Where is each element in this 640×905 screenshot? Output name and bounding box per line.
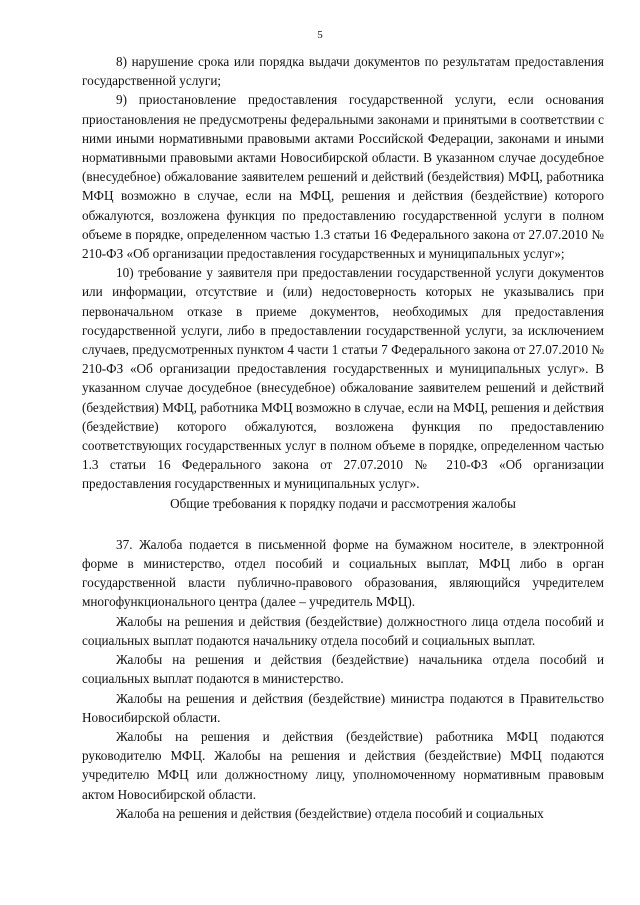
document-body <box>82 52 604 823</box>
paragraph-item-10: 10) требование у заявителя при предоставлении государственной услуги документов или информации, отсутствие и (или) недостоверность которых не указывались при первоначальном отказе в приеме документов, необходимых для предоставления государственной услуги, либо в предоставлении государственной услуги, за исключением случаев, предусмотренных пунктом 4 части 1 статьи 7 Федерального закона от 27.07.2010 № 210-ФЗ «Об организации предоставления государственных и муниципальных услуг». В указанном случае досудебное (внесудебное) обжалование заявителем решений и действий (бездействия) МФЦ, работника МФЦ возможно в случае, если на МФЦ, решения и действия (бездействие) которого обжалуются, возложена функция по предоставлению соответствующих государственных услуг в полном объеме в порядке, определенном частью 1.3 статьи 16 Федерального закона от 27.07.2010 № 210-ФЗ «Об организации предоставления государственных и муниципальных услуг». <box>82 265 604 492</box>
paragraph-complaint-official: Жалобы на решения и действия (бездействие) должностного лица отдела пособий и социальных выплат подаются начальнику отдела пособий и социальных выплат. <box>82 613 604 648</box>
paragraph-complaint-minister: Жалобы на решения и действия (бездействие) министра подаются в Правительство Новосибирской области. <box>82 690 604 725</box>
page-number: 5 <box>317 29 323 41</box>
paragraph-item-9: 9) приостановление предоставления государственной услуги, если основания приостановления не предусмотрены федеральными законами и принятыми в соответствии с ними иными нормативными правовыми актами Российской Федерации, законами и иными нормативными правовыми актами Новосибирской области. В указанном случае досудебное (внесудебное) обжалование заявителем решений и действий (бездействия) МФЦ, работника МФЦ возможно в случае, если на МФЦ, решения и действия (бездействие) которого обжалуются, возложена функция по предоставлению государственной услуги в полном объеме в порядке, определенном частью 1.3 статьи 16 Федерального закона от 27.07.2010 № 210-ФЗ «Об организации предоставления государственных и муниципальных услуг»; <box>82 92 604 262</box>
section-heading: Общие требования к порядку подачи и рассмотрения жалобы <box>170 495 516 511</box>
paragraph-complaint-department: Жалоба на решения и действия (бездействие) отдела пособий и социальных <box>116 805 544 821</box>
paragraph-37: 37. Жалоба подается в письменной форме на бумажном носителе, в электронной форме в министерство, отдел пособий и социальных выплат, МФЦ либо в орган государственной власти публично-правового образования, являющийся учредителем многофункционального центра (далее – учредитель МФЦ). <box>82 536 604 610</box>
paragraph-complaint-mfc: Жалобы на решения и действия (бездействие) работника МФЦ подаются руководителю МФЦ. Жалобы на решения и действия (бездействие) МФЦ подаются учредителю МФЦ или должностному лицу, уполномоченному нормативным правовым актом Новосибирской области. <box>82 728 604 802</box>
paragraph-complaint-head: Жалобы на решения и действия (бездействие) начальника отдела пособий и социальных выплат подаются в министерство. <box>82 652 604 687</box>
paragraph-item-8: 8) нарушение срока или порядка выдачи документов по результатам предоставления государственной услуги; <box>82 54 604 89</box>
